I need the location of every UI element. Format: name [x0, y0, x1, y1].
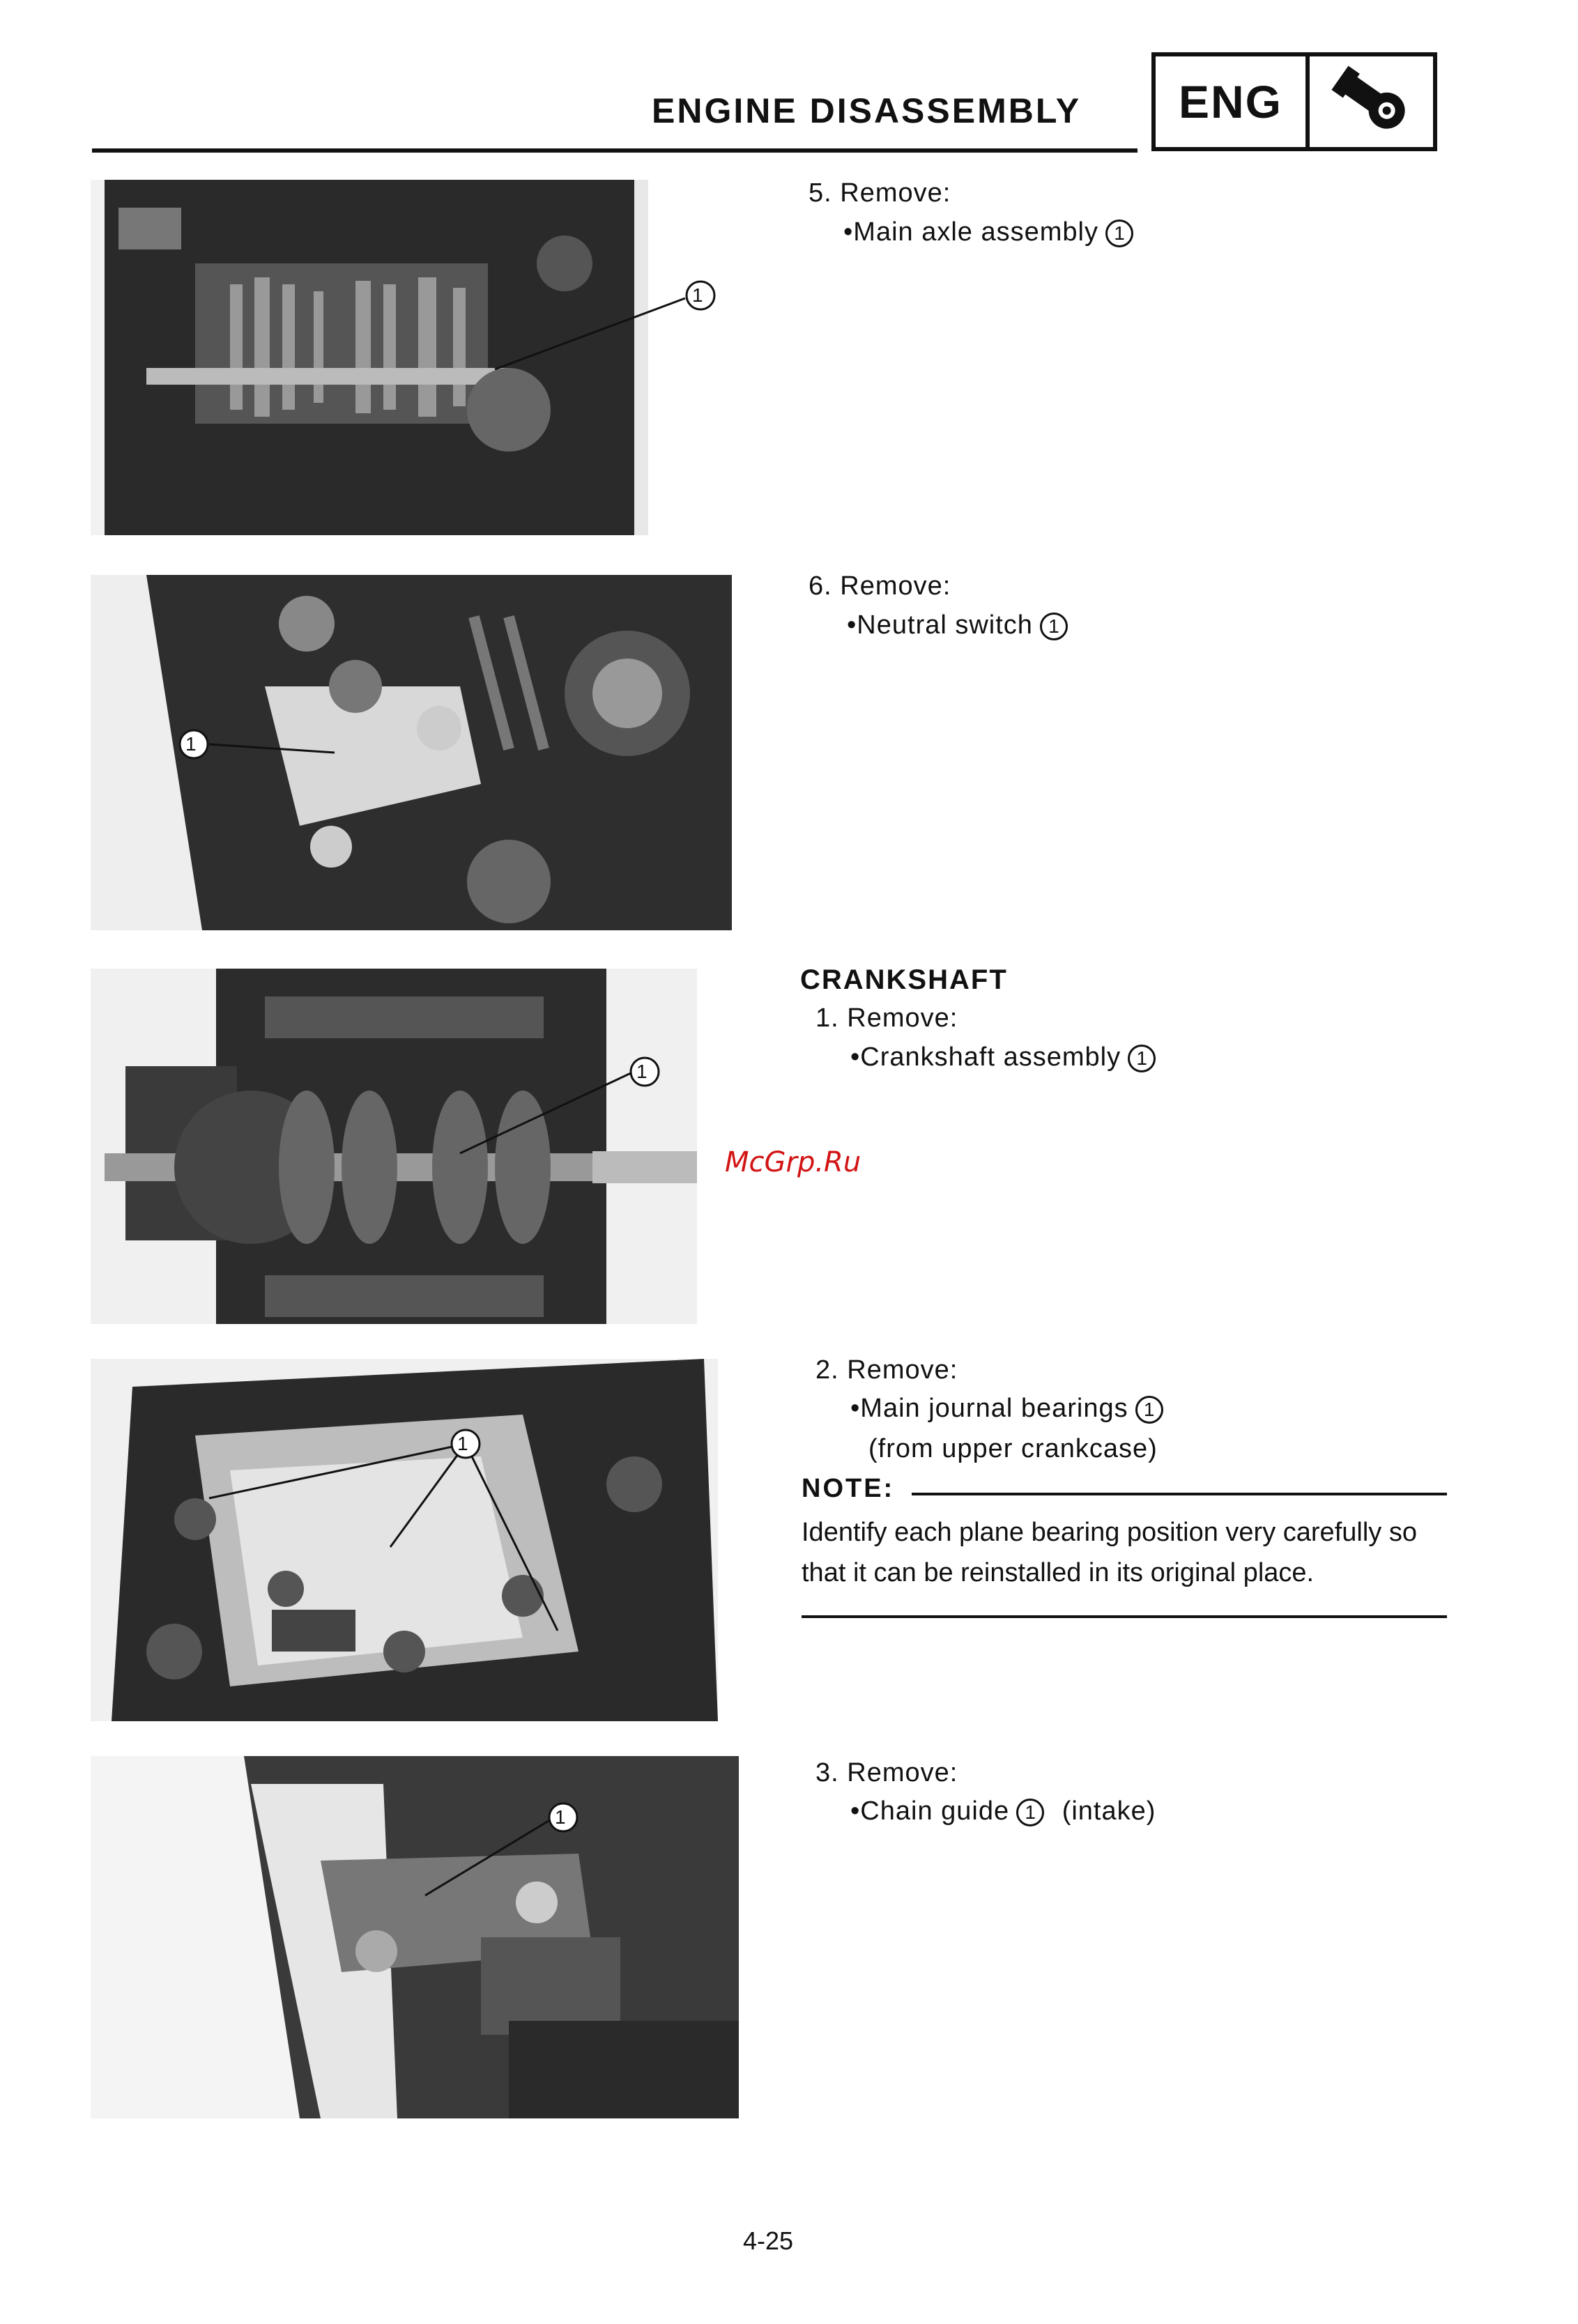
- crank-step-1-number: 1. Remove:: [815, 1003, 958, 1033]
- crank-step-3-item: [850, 1796, 1156, 1826]
- callout-number: 1: [692, 284, 703, 306]
- crank-step-3-item-text: •Chain guide: [850, 1796, 1010, 1826]
- crank-step-2-item-text: •Main journal bearings: [850, 1394, 1128, 1423]
- reference-number: 1: [1016, 1799, 1044, 1826]
- step-6-number: 6. Remove:: [809, 571, 951, 601]
- note-rule-top: [912, 1493, 1447, 1495]
- section-label: ENG: [1156, 56, 1310, 147]
- crank-step-1-item: [850, 1042, 1156, 1072]
- callout-number: 1: [555, 1806, 566, 1828]
- reference-number: 1: [1105, 220, 1133, 247]
- reference-number: 1: [1135, 1396, 1163, 1424]
- crank-step-1-item-text: •Crankshaft assembly: [850, 1042, 1121, 1072]
- note-rule-bottom: [802, 1615, 1447, 1618]
- step-6-item-text: •Neutral switch: [847, 610, 1033, 640]
- callout-number: 1: [185, 733, 197, 755]
- crank-step-3-suffix: (intake): [1062, 1796, 1156, 1826]
- callout-number: 1: [636, 1061, 648, 1082]
- reference-number: 1: [1040, 613, 1068, 640]
- section-heading-crankshaft: CRANKSHAFT: [800, 964, 1008, 995]
- reference-number: 1: [1128, 1045, 1156, 1072]
- crank-step-2-sub: (from upper crankcase): [868, 1434, 1158, 1463]
- crank-step-2-number: 2. Remove:: [815, 1355, 958, 1385]
- step-5-item-text: •Main axle assembly: [843, 217, 1098, 247]
- note-label: NOTE:: [802, 1474, 895, 1503]
- crank-step-3-number: 3. Remove:: [815, 1758, 958, 1787]
- watermark: McGrp.Ru: [725, 1146, 861, 1178]
- crank-step-2-item: [850, 1394, 1163, 1424]
- step-5-item: [843, 217, 1133, 247]
- page-number: 4-25: [743, 2226, 794, 2255]
- step-5-number: 5. Remove:: [809, 178, 951, 208]
- step-6-item: [847, 610, 1068, 640]
- callout-number: 1: [457, 1433, 468, 1454]
- page-title: ENGINE DISASSEMBLY: [652, 91, 1082, 130]
- note-text: Identify each plane bearing position very carefully so that it can be reinstalled in its original place.: [802, 1518, 1417, 1587]
